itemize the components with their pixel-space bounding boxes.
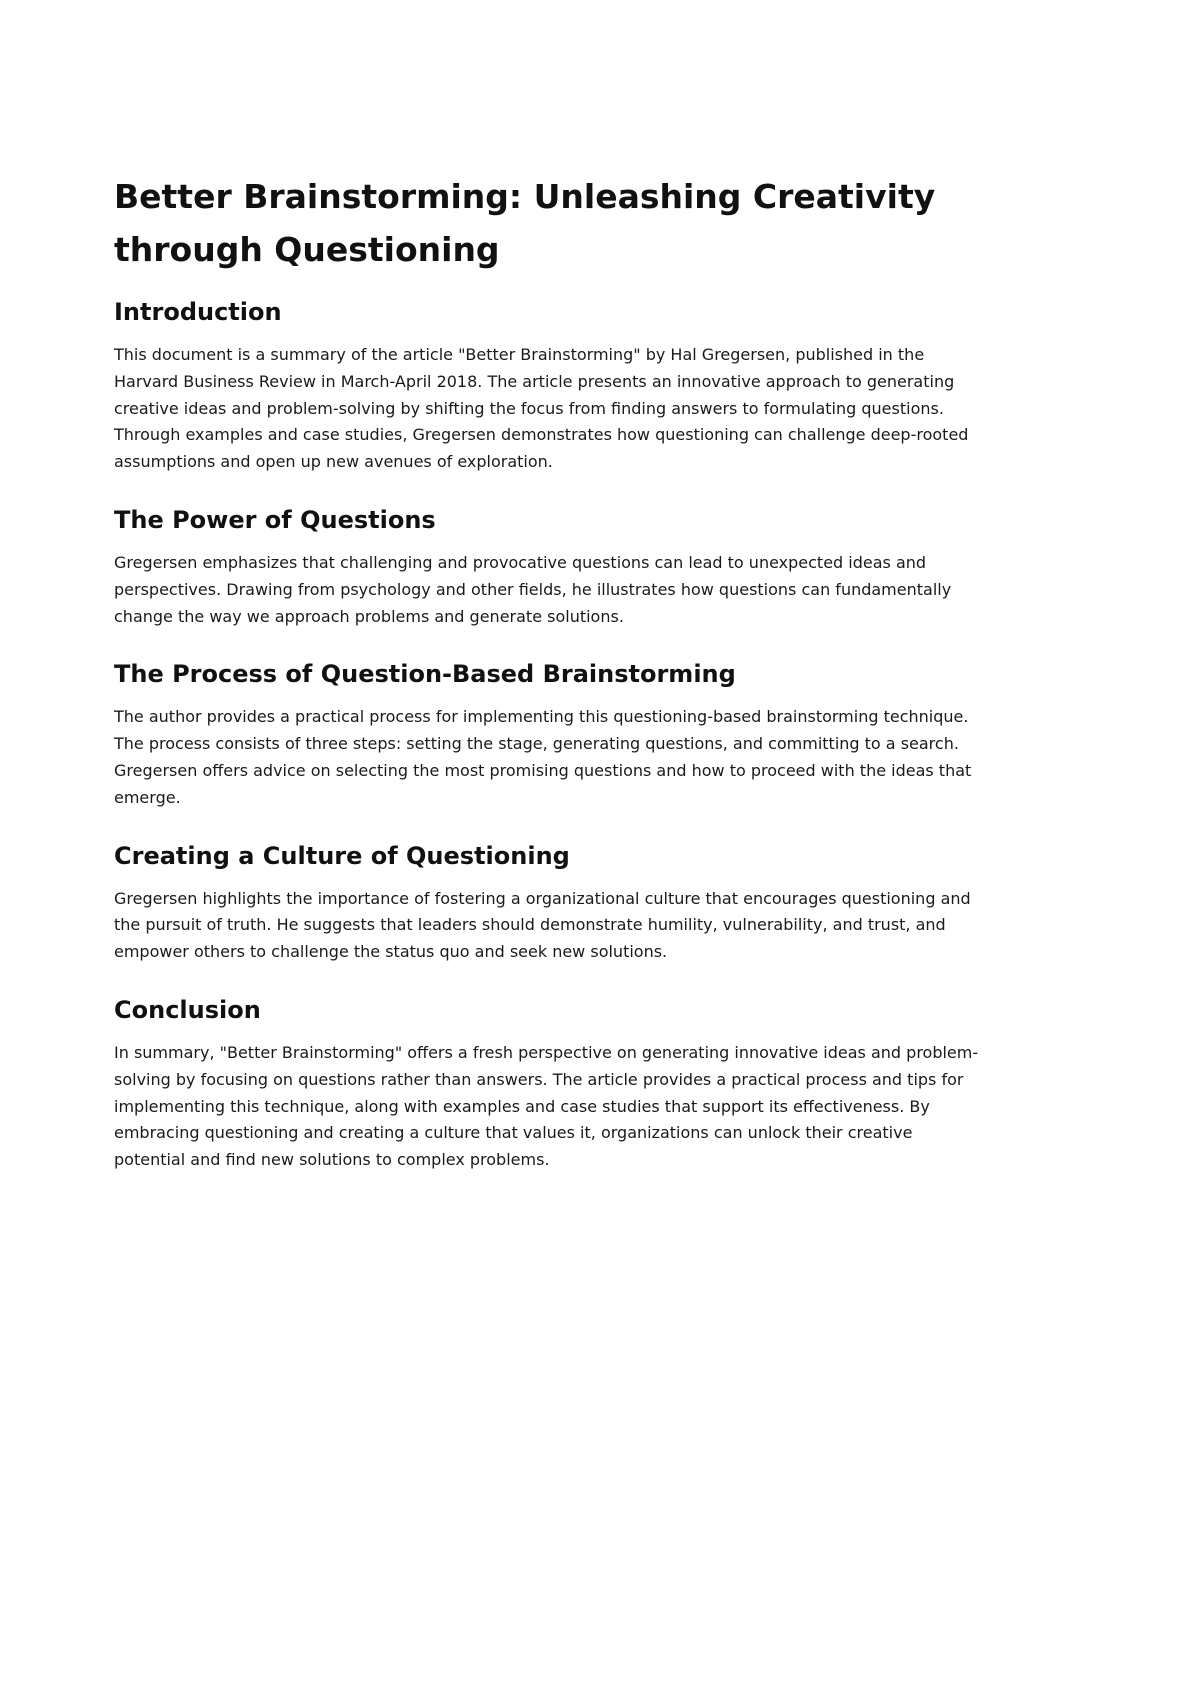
section-conclusion: [114, 994, 986, 1174]
section-introduction: [114, 296, 986, 476]
section-culture: [114, 840, 986, 966]
document-page: [114, 170, 986, 1202]
section-heading: The Power of Questions: [114, 505, 436, 534]
section-heading: Creating a Culture of Questioning: [114, 841, 570, 870]
document-title: Better Brainstorming: Unleashing Creativity through Questioning: [114, 177, 936, 269]
section-power-of-questions: [114, 504, 986, 630]
section-heading: Conclusion: [114, 995, 261, 1024]
section-process: [114, 658, 986, 811]
section-paragraph: This document is a summary of the article "Better Brainstorming" by Hal Gregersen, published in the Harvard Business Review in March-April 2018. The article presents an innovative approach to generating creative ideas and problem-solving by shifting the focus from finding answers to formulating questions. Through examples and case studies, Gregersen demonstrates how questioning can challenge deep-rooted assumptions and open up new avenues of exploration.: [114, 345, 969, 472]
section-paragraph: In summary, "Better Brainstorming" offers a fresh perspective on generating innovative ideas and problem-solving by focusing on questions rather than answers. The article provides a practical process and tips for implementing this technique, along with examples and case studies that support its effectiveness. By embracing questioning and creating a culture that values it, organizations can unlock their creative potential and find new solutions to complex problems.: [114, 1042, 979, 1170]
section-paragraph: Gregersen highlights the importance of fostering a organizational culture that encourages questioning and the pursuit of truth. He suggests that leaders should demonstrate humility, vulnerability, and trust, and empower others to challenge the status quo and seek new solutions.: [114, 888, 971, 962]
section-heading: Introduction: [114, 298, 282, 326]
section-paragraph: Gregersen emphasizes that challenging and provocative questions can lead to unexpected ideas and perspectives. Drawing from psychology and other fields, he illustrates how questions can fundamentally change the way we approach problems and generate solutions.: [114, 552, 952, 626]
section-heading: The Process of Question-Based Brainstorming: [114, 660, 736, 689]
section-paragraph: The author provides a practical process for implementing this questioning-based brainstorming technique. The process consists of three steps: setting the stage, generating questions, and committing to a search. Gregersen offers advice on selecting the most promising questions and how to proceed with the ideas that emerge.: [114, 707, 972, 807]
